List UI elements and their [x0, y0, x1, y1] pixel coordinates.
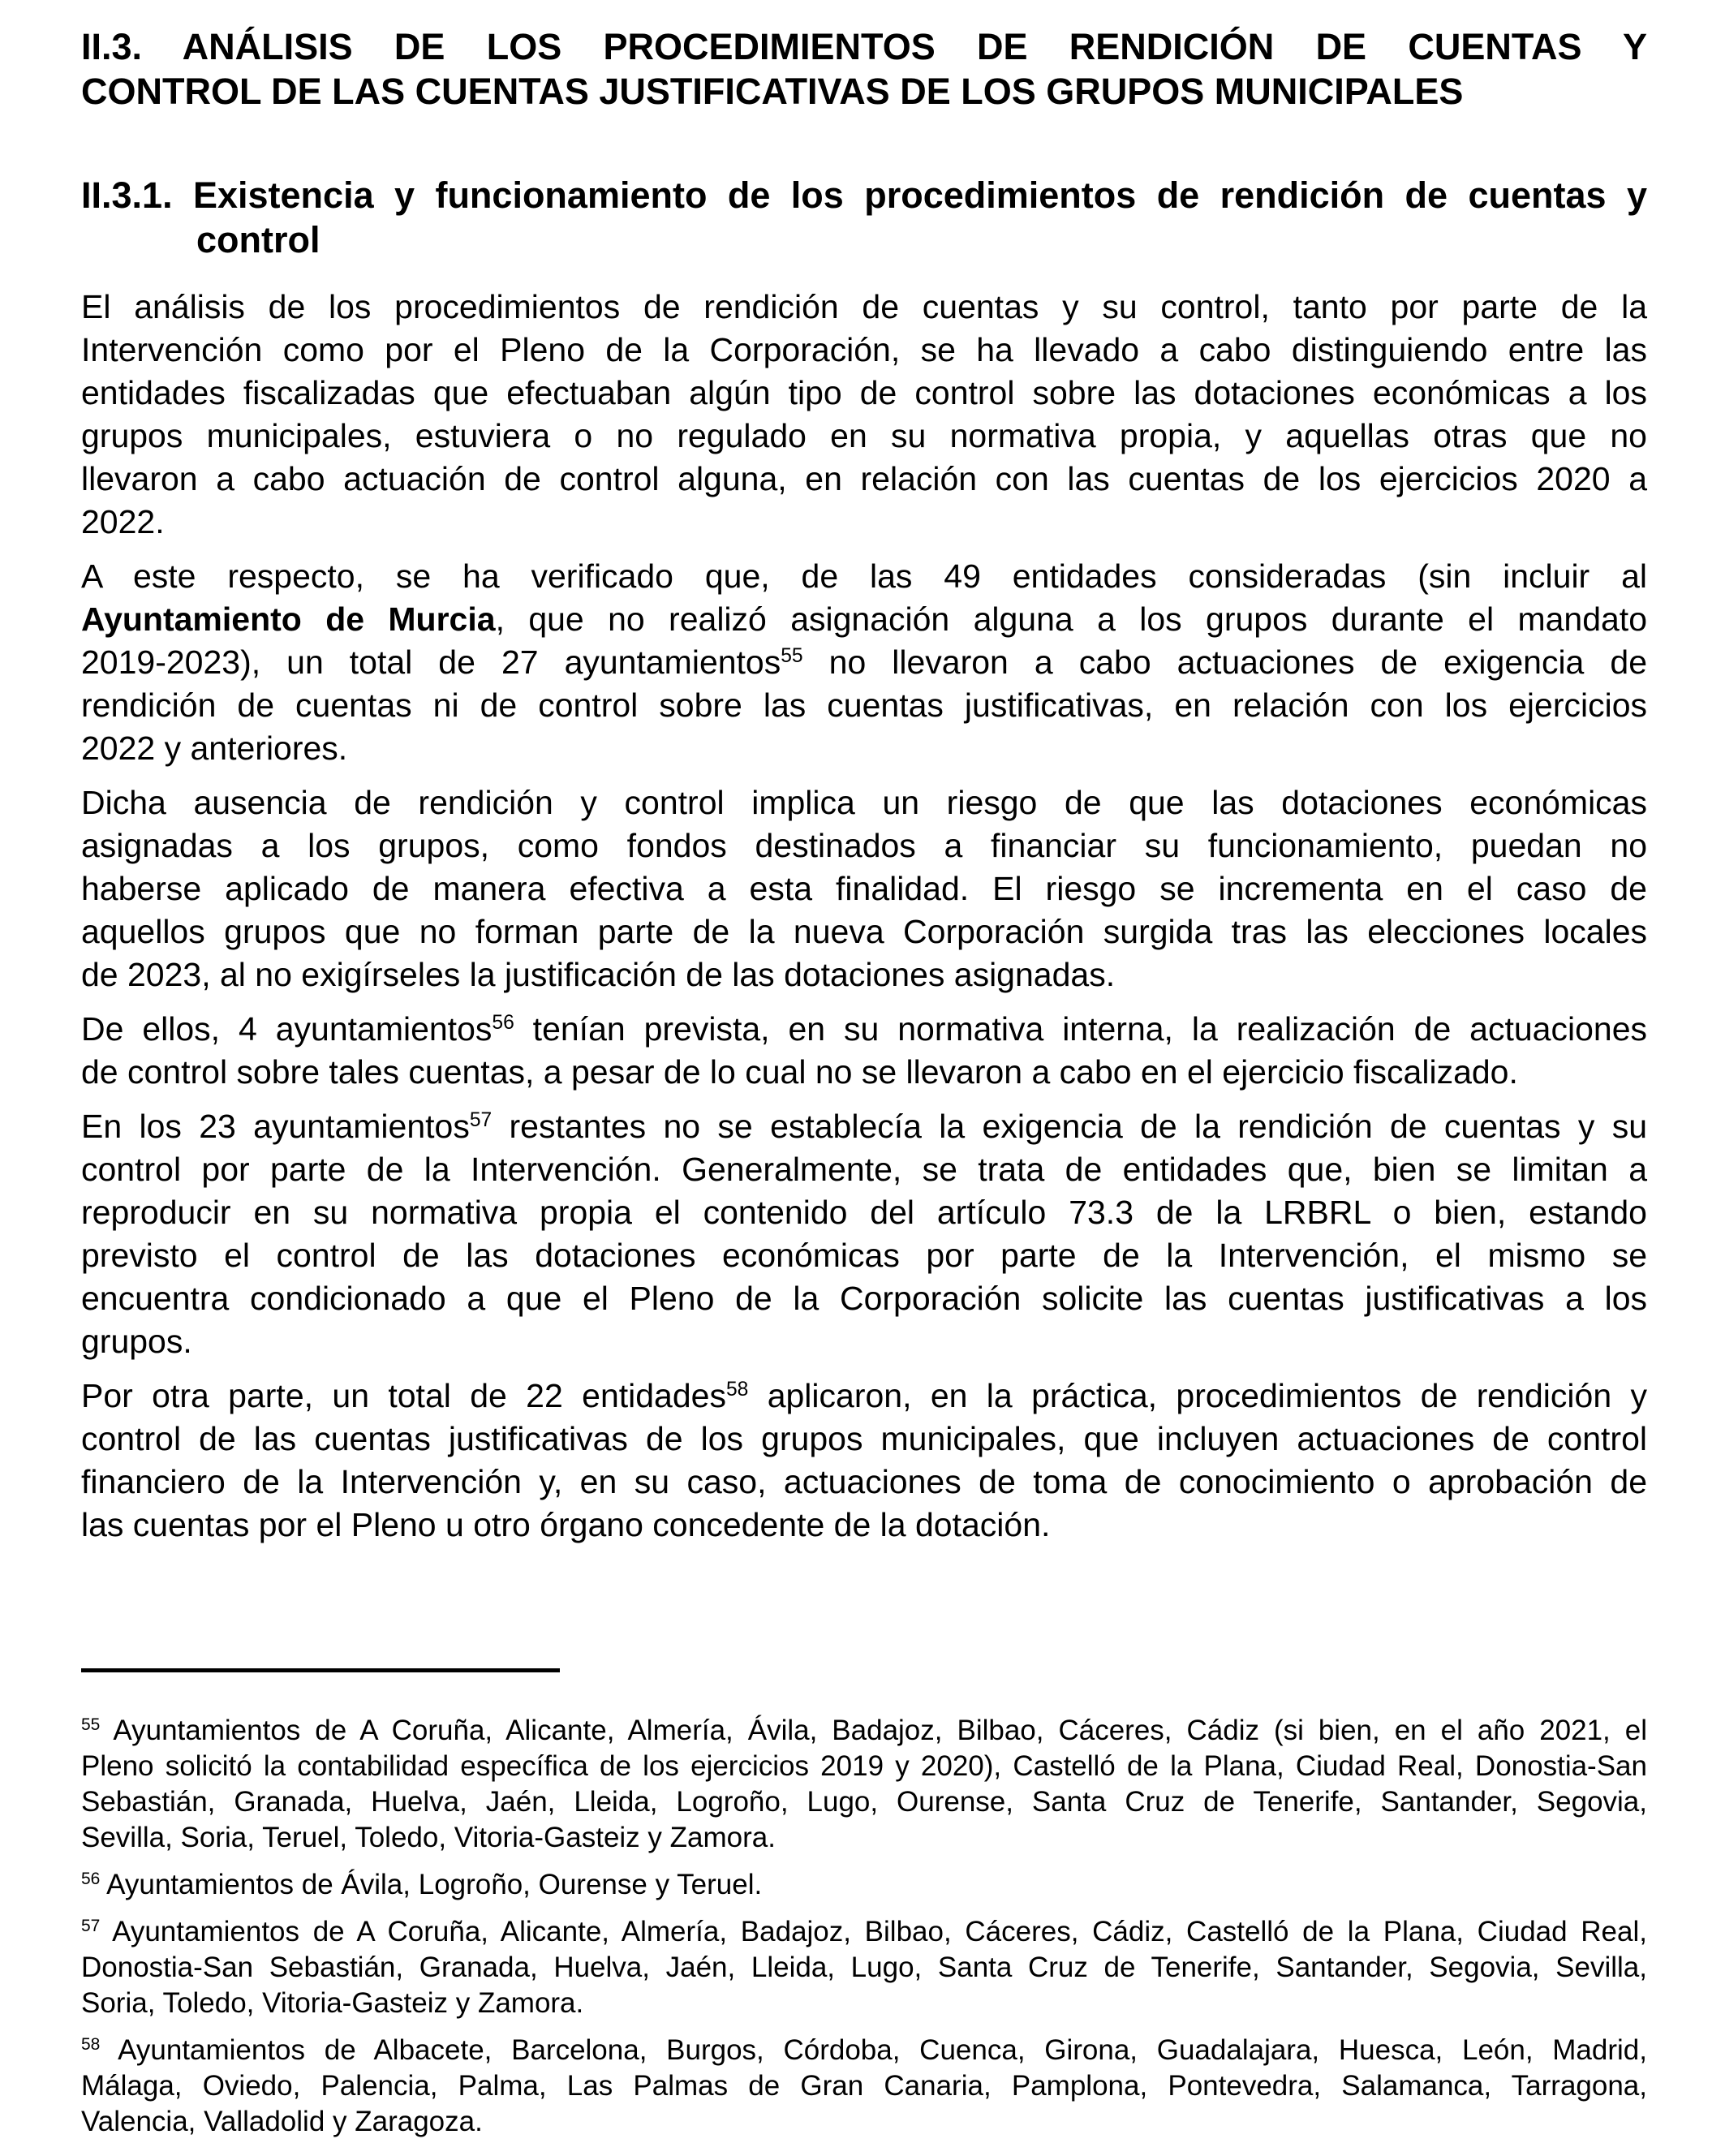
text-line — [81, 1784, 1647, 1820]
text-segment: Soria, Toledo, Vitoria-Gasteiz y Zamora. — [81, 1987, 584, 2019]
text-line — [81, 781, 1647, 824]
text-line — [81, 2068, 1647, 2104]
text-segment: control — [196, 219, 320, 260]
text-segment: haberse aplicado de manera efectiva a esta finalidad. El riesgo se incrementa en el caso de — [81, 870, 1647, 907]
text-line — [81, 1749, 1647, 1784]
section-heading — [81, 24, 1647, 114]
text-segment: llevaron a cabo actuación de control alguna, en relación con las cuentas de los ejercicios 2020 a — [81, 460, 1647, 497]
subsection-heading — [81, 173, 1647, 262]
text-line — [81, 1713, 1647, 1749]
text-segment: Por otra parte, un total de 22 entidades — [81, 1377, 726, 1414]
text-segment: Ayuntamientos de Albacete, Barcelona, Burgos, Córdoba, Cuenca, Girona, Guadalajara, Huesca, León, Madrid, — [100, 2034, 1647, 2066]
text-line — [81, 217, 1647, 262]
text-line — [81, 1418, 1647, 1461]
body-paragraph-2 — [81, 555, 1647, 770]
footnote-ref: 58 — [81, 2035, 101, 2055]
text-line — [81, 684, 1647, 727]
text-segment: de 2023, al no exigírseles la justificación de las dotaciones asignadas. — [81, 956, 1116, 993]
body-paragraph-1 — [81, 286, 1647, 544]
body-paragraph-4 — [81, 1008, 1647, 1094]
text-line — [81, 1008, 1647, 1051]
text-line — [81, 1986, 1647, 2021]
text-line — [81, 824, 1647, 867]
text-segment: A este respecto, se ha verificado que, de las 49 entidades consideradas (sin incluir al — [81, 557, 1647, 595]
footnote-56 — [81, 1867, 1647, 1903]
text-line — [81, 953, 1647, 996]
text-segment: Donostia-San Sebastián, Granada, Huelva, Jaén, Lleida, Lugo, Santa Cruz de Tenerife, Santander, Segovia, Sevilla, — [81, 1952, 1647, 1983]
text-line — [81, 641, 1647, 684]
text-segment: Valencia, Valladolid y Zaragoza. — [81, 2106, 483, 2137]
footnote-55 — [81, 1713, 1647, 1856]
text-segment: las cuentas por el Pleno u otro órgano concedente de la dotación. — [81, 1506, 1051, 1543]
text-segment: Pleno solicitó la contabilidad específica de los ejercicios 2019 y 2020), Castelló de la Plana, Ciudad Real, Donostia-San — [81, 1750, 1647, 1782]
text-segment: Intervención como por el Pleno de la Corporación, se ha llevado a cabo distinguiendo entre las — [81, 331, 1647, 368]
text-line — [81, 1191, 1647, 1234]
text-line — [81, 910, 1647, 953]
text-segment: Sebastián, Granada, Huelva, Jaén, Lleida, Logroño, Lugo, Ourense, Santa Cruz de Tenerife, Santander, Segovia, — [81, 1786, 1647, 1818]
text-segment: grupos. — [81, 1323, 192, 1360]
text-line — [81, 1867, 1647, 1903]
text-line — [81, 598, 1647, 641]
text-line — [81, 2033, 1647, 2068]
text-line — [81, 1375, 1647, 1418]
body-paragraph-5 — [81, 1105, 1647, 1363]
footnote-ref: 58 — [725, 1379, 749, 1401]
text-line — [81, 415, 1647, 458]
text-line — [81, 286, 1647, 329]
text-segment: 2022 y anteriores. — [81, 729, 348, 767]
text-segment: CONTROL DE LAS CUENTAS JUSTIFICATIVAS DE LOS GRUPOS MUNICIPALES — [81, 71, 1464, 112]
text-segment: entidades fiscalizadas que efectuaban algún tipo de control sobre las dotaciones económicas a los — [81, 374, 1647, 411]
text-segment: reproducir en su normativa propia el contenido del artículo 73.3 de la LRBRL o bien, estando — [81, 1194, 1647, 1231]
text-line — [81, 1148, 1647, 1191]
text-line — [81, 727, 1647, 770]
text-segment: previsto el control de las dotaciones económicas por parte de la Intervención, el mismo se — [81, 1237, 1647, 1274]
text-line — [81, 1461, 1647, 1504]
text-segment: 2019-2023), un total de 27 ayuntamientos — [81, 643, 781, 681]
text-segment: asignadas a los grupos, como fondos destinados a financiar su funcionamiento, puedan no — [81, 827, 1647, 864]
text-line — [81, 1950, 1647, 1986]
footnote-58 — [81, 2033, 1647, 2140]
text-segment: control de las cuentas justificativas de los grupos municipales, que incluyen actuaciones de control — [81, 1420, 1647, 1457]
text-segment: Dicha ausencia de rendición y control implica un riesgo de que las dotaciones económicas — [81, 784, 1647, 821]
text-segment: II.3. ANÁLISIS DE LOS PROCEDIMIENTOS DE RENDICIÓN DE CUENTAS Y — [81, 26, 1647, 67]
text-segment: aquellos grupos que no forman parte de la nueva Corporación surgida tras las elecciones locales — [81, 913, 1647, 950]
text-line — [81, 2104, 1647, 2140]
text-segment: Ayuntamiento de Murcia — [81, 600, 496, 638]
footnote-57 — [81, 1914, 1647, 2021]
text-line — [81, 173, 1647, 217]
footnote-ref: 55 — [81, 1715, 101, 1735]
text-line — [81, 1234, 1647, 1277]
text-line — [81, 458, 1647, 501]
footnote-ref: 56 — [492, 1012, 514, 1035]
footnote-group — [81, 1713, 1647, 2140]
text-line — [81, 69, 1647, 114]
text-segment: financiero de la Intervención y, en su caso, actuaciones de toma de conocimiento o aprobación de — [81, 1463, 1647, 1500]
text-line — [81, 1051, 1647, 1094]
text-segment: Ayuntamientos de Ávila, Logroño, Ourense y Teruel. — [100, 1869, 763, 1900]
text-segment: tenían prevista, en su normativa interna, la realización de actuaciones — [514, 1010, 1647, 1048]
text-segment: encuentra condicionado a que el Pleno de la Corporación solicite las cuentas justificativas a los — [81, 1280, 1647, 1317]
footnote-ref: 55 — [781, 645, 803, 668]
text-line — [81, 372, 1647, 415]
text-segment: , que no realizó asignación alguna a los grupos durante el mandato — [495, 600, 1648, 638]
text-line — [81, 501, 1647, 544]
text-line — [81, 555, 1647, 598]
text-segment: Málaga, Oviedo, Palencia, Palma, Las Palmas de Gran Canaria, Pamplona, Pontevedra, Salamanca, Tarragona, — [81, 2070, 1647, 2102]
text-line — [81, 1277, 1647, 1320]
footnote-ref: 57 — [469, 1109, 493, 1132]
text-segment: no llevaron a cabo actuaciones de exigencia de — [802, 643, 1647, 681]
text-segment: Ayuntamientos de A Coruña, Alicante, Almería, Badajoz, Bilbao, Cáceres, Cádiz, Castelló de la Plana, Ciudad Real, — [100, 1916, 1647, 1947]
text-segment: 2022. — [81, 503, 165, 540]
text-line — [81, 867, 1647, 910]
text-line — [81, 1320, 1647, 1363]
body-paragraph-6 — [81, 1375, 1647, 1547]
text-segment: grupos municipales, estuviera o no regulado en su normativa propia, y aquellas otras que no — [81, 417, 1647, 454]
footnote-ref: 56 — [81, 1870, 101, 1889]
text-segment: En los 23 ayuntamientos — [81, 1108, 470, 1145]
text-segment: rendición de cuentas ni de control sobre las cuentas justificativas, en relación con los ejercicios — [81, 686, 1647, 724]
body-paragraph-3 — [81, 781, 1647, 996]
text-line — [81, 1914, 1647, 1950]
text-segment: II.3.1. Existencia y funcionamiento de los procedimientos de rendición de cuentas y — [81, 174, 1647, 216]
text-line — [81, 329, 1647, 372]
text-line — [81, 1504, 1647, 1547]
text-line — [81, 24, 1647, 69]
text-segment: restantes no se establecía la exigencia de la rendición de cuentas y su — [492, 1108, 1647, 1145]
text-segment: de control sobre tales cuentas, a pesar de lo cual no se llevaron a cabo en el ejercicio fiscalizado. — [81, 1053, 1518, 1091]
footnote-separator — [81, 1668, 560, 1672]
text-segment: aplicaron, en la práctica, procedimientos de rendición y — [748, 1377, 1647, 1414]
text-segment: Ayuntamientos de A Coruña, Alicante, Almería, Ávila, Badajoz, Bilbao, Cáceres, Cádiz (si bien, en el año 2021, el — [100, 1715, 1647, 1746]
text-line — [81, 1105, 1647, 1148]
text-segment: De ellos, 4 ayuntamientos — [81, 1010, 493, 1048]
text-segment: El análisis de los procedimientos de rendición de cuentas y su control, tanto por parte de la — [81, 288, 1647, 325]
text-segment: control por parte de la Intervención. Generalmente, se trata de entidades que, bien se limitan a — [81, 1151, 1647, 1188]
text-segment: Sevilla, Soria, Teruel, Toledo, Vitoria-Gasteiz y Zamora. — [81, 1822, 776, 1853]
footnote-ref: 57 — [81, 1917, 101, 1936]
text-line — [81, 1820, 1647, 1856]
